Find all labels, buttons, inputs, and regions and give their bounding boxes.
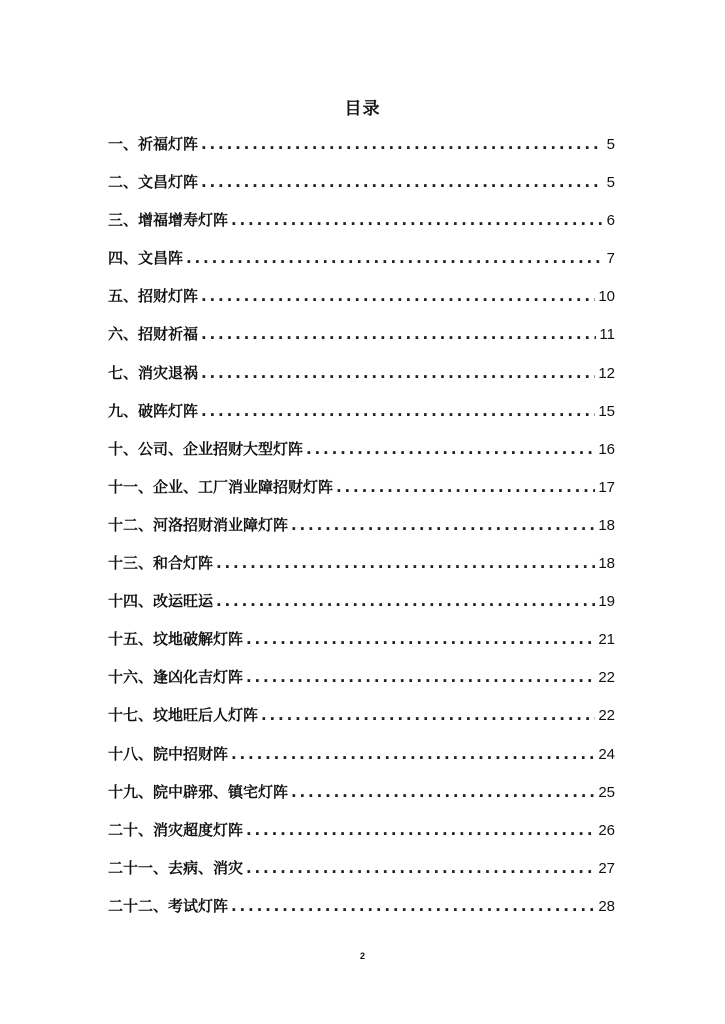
toc-entry-label: 十二、河洛招财消业障灯阵 <box>108 515 289 534</box>
toc-entry-page-number: 6 <box>606 212 615 230</box>
toc-entry-page-number: 19 <box>598 593 615 611</box>
toc-entry-label: 二十、消灾超度灯阵 <box>108 820 244 839</box>
toc-dot-leader <box>201 163 602 201</box>
toc-entry-page-number: 12 <box>598 364 615 382</box>
toc-entry-label: 二十一、去病、消灾 <box>108 858 244 877</box>
page-number: 2 <box>359 951 365 961</box>
toc-entry[interactable] <box>108 430 615 468</box>
toc-entry[interactable] <box>108 658 615 696</box>
toc-dot-leader <box>231 201 602 239</box>
toc-entry-page-number: 18 <box>598 516 615 534</box>
toc-entry-page-number: 22 <box>598 707 615 725</box>
toc-entry[interactable] <box>108 239 615 277</box>
toc-entry-label: 二十二、考试灯阵 <box>108 896 229 915</box>
toc-entry[interactable] <box>108 811 615 849</box>
toc-dot-leader <box>336 468 595 506</box>
toc-entry-label: 十七、坟地旺后人灯阵 <box>108 706 259 725</box>
toc-entry-label: 十一、企业、工厂消业障招财灯阵 <box>108 477 334 496</box>
toc-entry-label: 五、招财灯阵 <box>108 287 199 306</box>
table-of-contents <box>108 125 615 925</box>
toc-entry[interactable] <box>108 277 615 315</box>
toc-entry-page-number: 21 <box>598 631 615 649</box>
toc-entry-page-number: 10 <box>598 288 615 306</box>
toc-entry-label: 一、祈福灯阵 <box>108 135 199 153</box>
toc-dot-leader <box>246 811 595 849</box>
toc-entry-page-number: 11 <box>599 326 615 344</box>
toc-entry-page-number: 22 <box>598 669 615 687</box>
toc-entry-label: 十五、坟地破解灯阵 <box>108 630 244 649</box>
toc-entry-page-number: 26 <box>598 821 615 839</box>
toc-entry-page-number: 16 <box>598 440 615 458</box>
toc-dot-leader <box>201 392 595 430</box>
toc-entry-page-number: 5 <box>606 136 615 153</box>
toc-entry-page-number: 15 <box>598 402 615 420</box>
toc-entry-page-number: 17 <box>598 478 615 496</box>
toc-entry[interactable] <box>108 582 615 620</box>
toc-entry-label: 十三、和合灯阵 <box>108 554 214 573</box>
toc-entry-label: 三、增福增寿灯阵 <box>108 211 229 230</box>
toc-entry[interactable] <box>108 468 615 506</box>
toc-entry-label: 十六、逢凶化吉灯阵 <box>108 668 244 687</box>
toc-dot-leader <box>201 125 602 163</box>
toc-entry-page-number: 7 <box>606 250 615 268</box>
toc-entry-page-number: 28 <box>598 897 615 915</box>
toc-entry-page-number: 5 <box>606 174 615 192</box>
toc-entry[interactable] <box>108 315 615 353</box>
toc-entry-label: 四、文昌阵 <box>108 249 184 268</box>
toc-dot-leader <box>246 620 595 658</box>
toc-entry-label: 二、文昌灯阵 <box>108 173 199 192</box>
toc-entry[interactable] <box>108 849 615 887</box>
toc-dot-leader <box>186 239 602 277</box>
toc-dot-leader <box>246 658 595 696</box>
toc-entry-label: 七、消灾退祸 <box>108 363 199 382</box>
toc-title: 目录 <box>344 99 381 119</box>
toc-entry-page-number: 27 <box>598 859 615 877</box>
toc-entry-page-number: 24 <box>598 745 615 763</box>
toc-dot-leader <box>291 506 595 544</box>
toc-entry[interactable] <box>108 125 615 163</box>
toc-dot-leader <box>231 887 595 925</box>
toc-entry[interactable] <box>108 696 615 734</box>
toc-entry[interactable] <box>108 392 615 430</box>
toc-entry[interactable] <box>108 620 615 658</box>
toc-entry-page-number: 18 <box>598 555 615 573</box>
toc-dot-leader <box>291 773 595 811</box>
toc-entry[interactable] <box>108 163 615 201</box>
toc-dot-leader <box>201 315 596 353</box>
toc-entry-label: 九、破阵灯阵 <box>108 401 199 420</box>
toc-entry-label: 十、公司、企业招财大型灯阵 <box>108 439 304 458</box>
toc-dot-leader <box>201 354 595 392</box>
toc-entry[interactable] <box>108 735 615 773</box>
toc-dot-leader <box>231 735 595 773</box>
toc-dot-leader <box>246 849 595 887</box>
toc-dot-leader <box>306 430 595 468</box>
toc-entry[interactable] <box>108 544 615 582</box>
toc-entry[interactable] <box>108 201 615 239</box>
toc-entry-label: 十九、院中辟邪、镇宅灯阵 <box>108 782 289 801</box>
toc-dot-leader <box>216 544 595 582</box>
toc-entry[interactable] <box>108 887 615 925</box>
toc-entry-label: 十四、改运旺运 <box>108 592 214 611</box>
toc-dot-leader <box>201 277 595 315</box>
toc-entry[interactable] <box>108 773 615 811</box>
toc-entry-label: 六、招财祈福 <box>108 325 199 344</box>
toc-entry-page-number: 25 <box>598 783 615 801</box>
toc-entry[interactable] <box>108 506 615 544</box>
toc-entry-label: 十八、院中招财阵 <box>108 744 229 763</box>
toc-dot-leader <box>261 696 595 734</box>
toc-dot-leader <box>216 582 595 620</box>
toc-entry[interactable] <box>108 354 615 392</box>
